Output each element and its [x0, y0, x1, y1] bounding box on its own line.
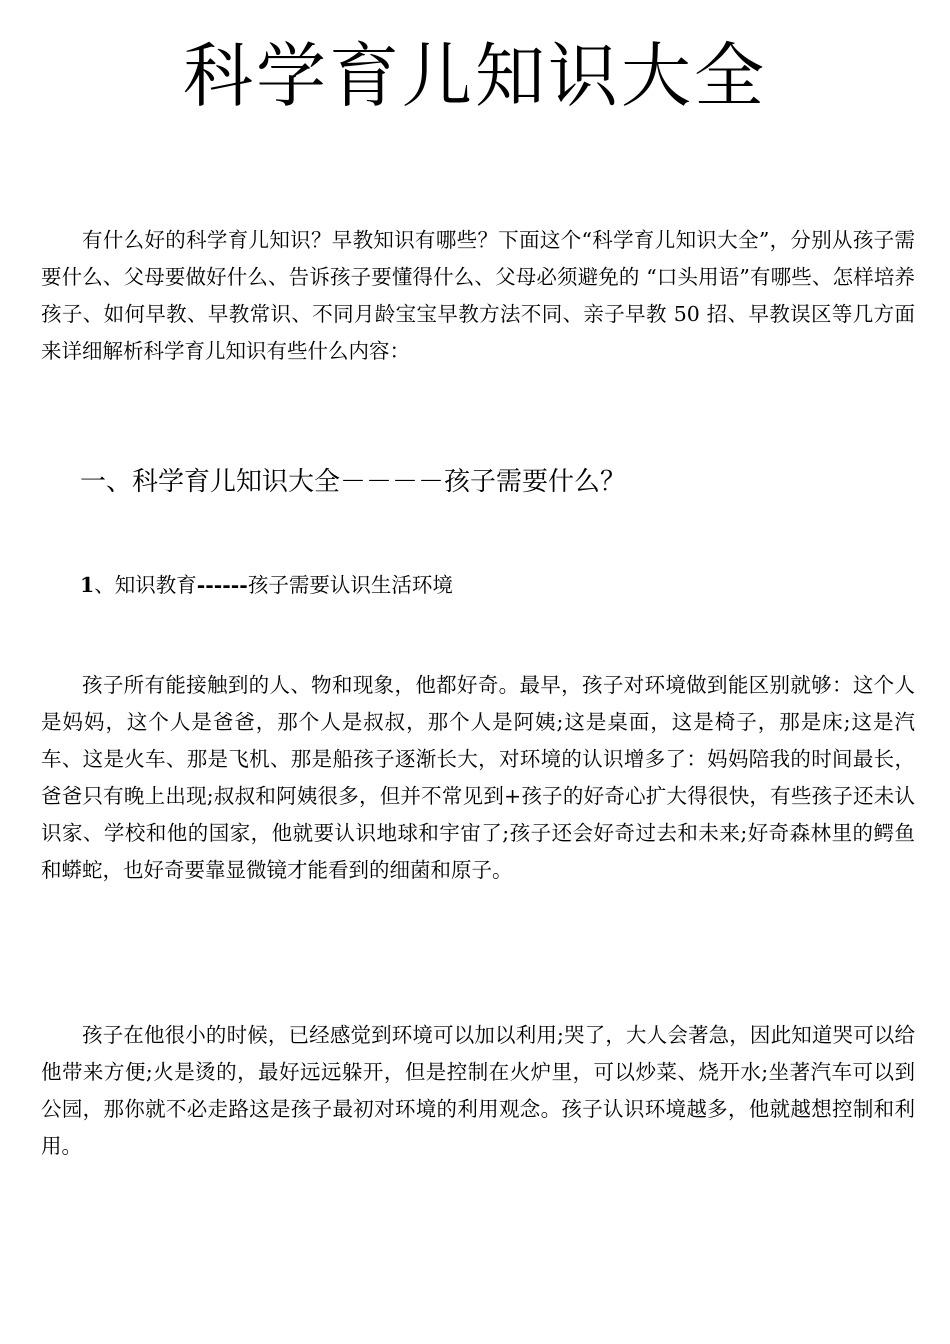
subsection-topic: 知识教育	[114, 573, 197, 597]
intro-paragraph: 有什么好的科学育儿知识？早教知识有哪些？下面这个“科学育儿知识大全”，分别从孩子需要什么、父母要做好什么、告诉孩子要懂得什么、父母必须避免的 “口头用语”有哪些、怎样培养孩子、如何早教、早教常识、不同月龄宝宝早教方法不同、亲子早教 50 招、早教误区等几方面来详细解析科学育儿知识有些什么内容：	[41, 228, 915, 363]
subsection-subtitle: 孩子需要认识生活环境	[247, 573, 453, 597]
subsection-dashes: ------	[196, 573, 248, 597]
section-heading: 一、科学育儿知识大全－－－－孩子需要什么？	[80, 467, 627, 497]
subsection-number: 1	[80, 573, 95, 597]
body-paragraph: 孩子在他很小的时候，已经感觉到环境可以加以利用;哭了，大人会著急，因此知道哭可以给他带来方便;火是烫的，最好远远躲开，但是控制在火炉里，可以炒菜、烧开水;坐著汽车可以到公园，那你就不必走路这是孩子最初对环境的利用观念。孩子认识环境越多，他就越想控制和利用。	[41, 1023, 915, 1158]
subsection-heading	[80, 568, 910, 602]
document-title: 科学育儿知识大全	[183, 35, 767, 117]
body-paragraph: 孩子所有能接触到的人、物和现象，他都好奇。最早，孩子对环境做到能区别就够：这个人是妈妈，这个人是爸爸，那个人是叔叔，那个人是阿姨;这是桌面，这是椅子，那是床;这是汽车、这是火车、那是飞机、那是船孩子逐渐长大，对环境的认识增多了：妈妈陪我的时间最长，爸爸只有晚上出现;叔叔和阿姨很多，但并不常见到+孩子的好奇心扩大得很快，有些孩子还未认识家、学校和他的国家，他就要认识地球和宇宙了;孩子还会好奇过去和未来;好奇森林里的鳄鱼和蟒蛇，也好奇要靠显微镜才能看到的细菌和原子。	[41, 673, 915, 882]
subsection-separator: 、	[94, 573, 115, 597]
